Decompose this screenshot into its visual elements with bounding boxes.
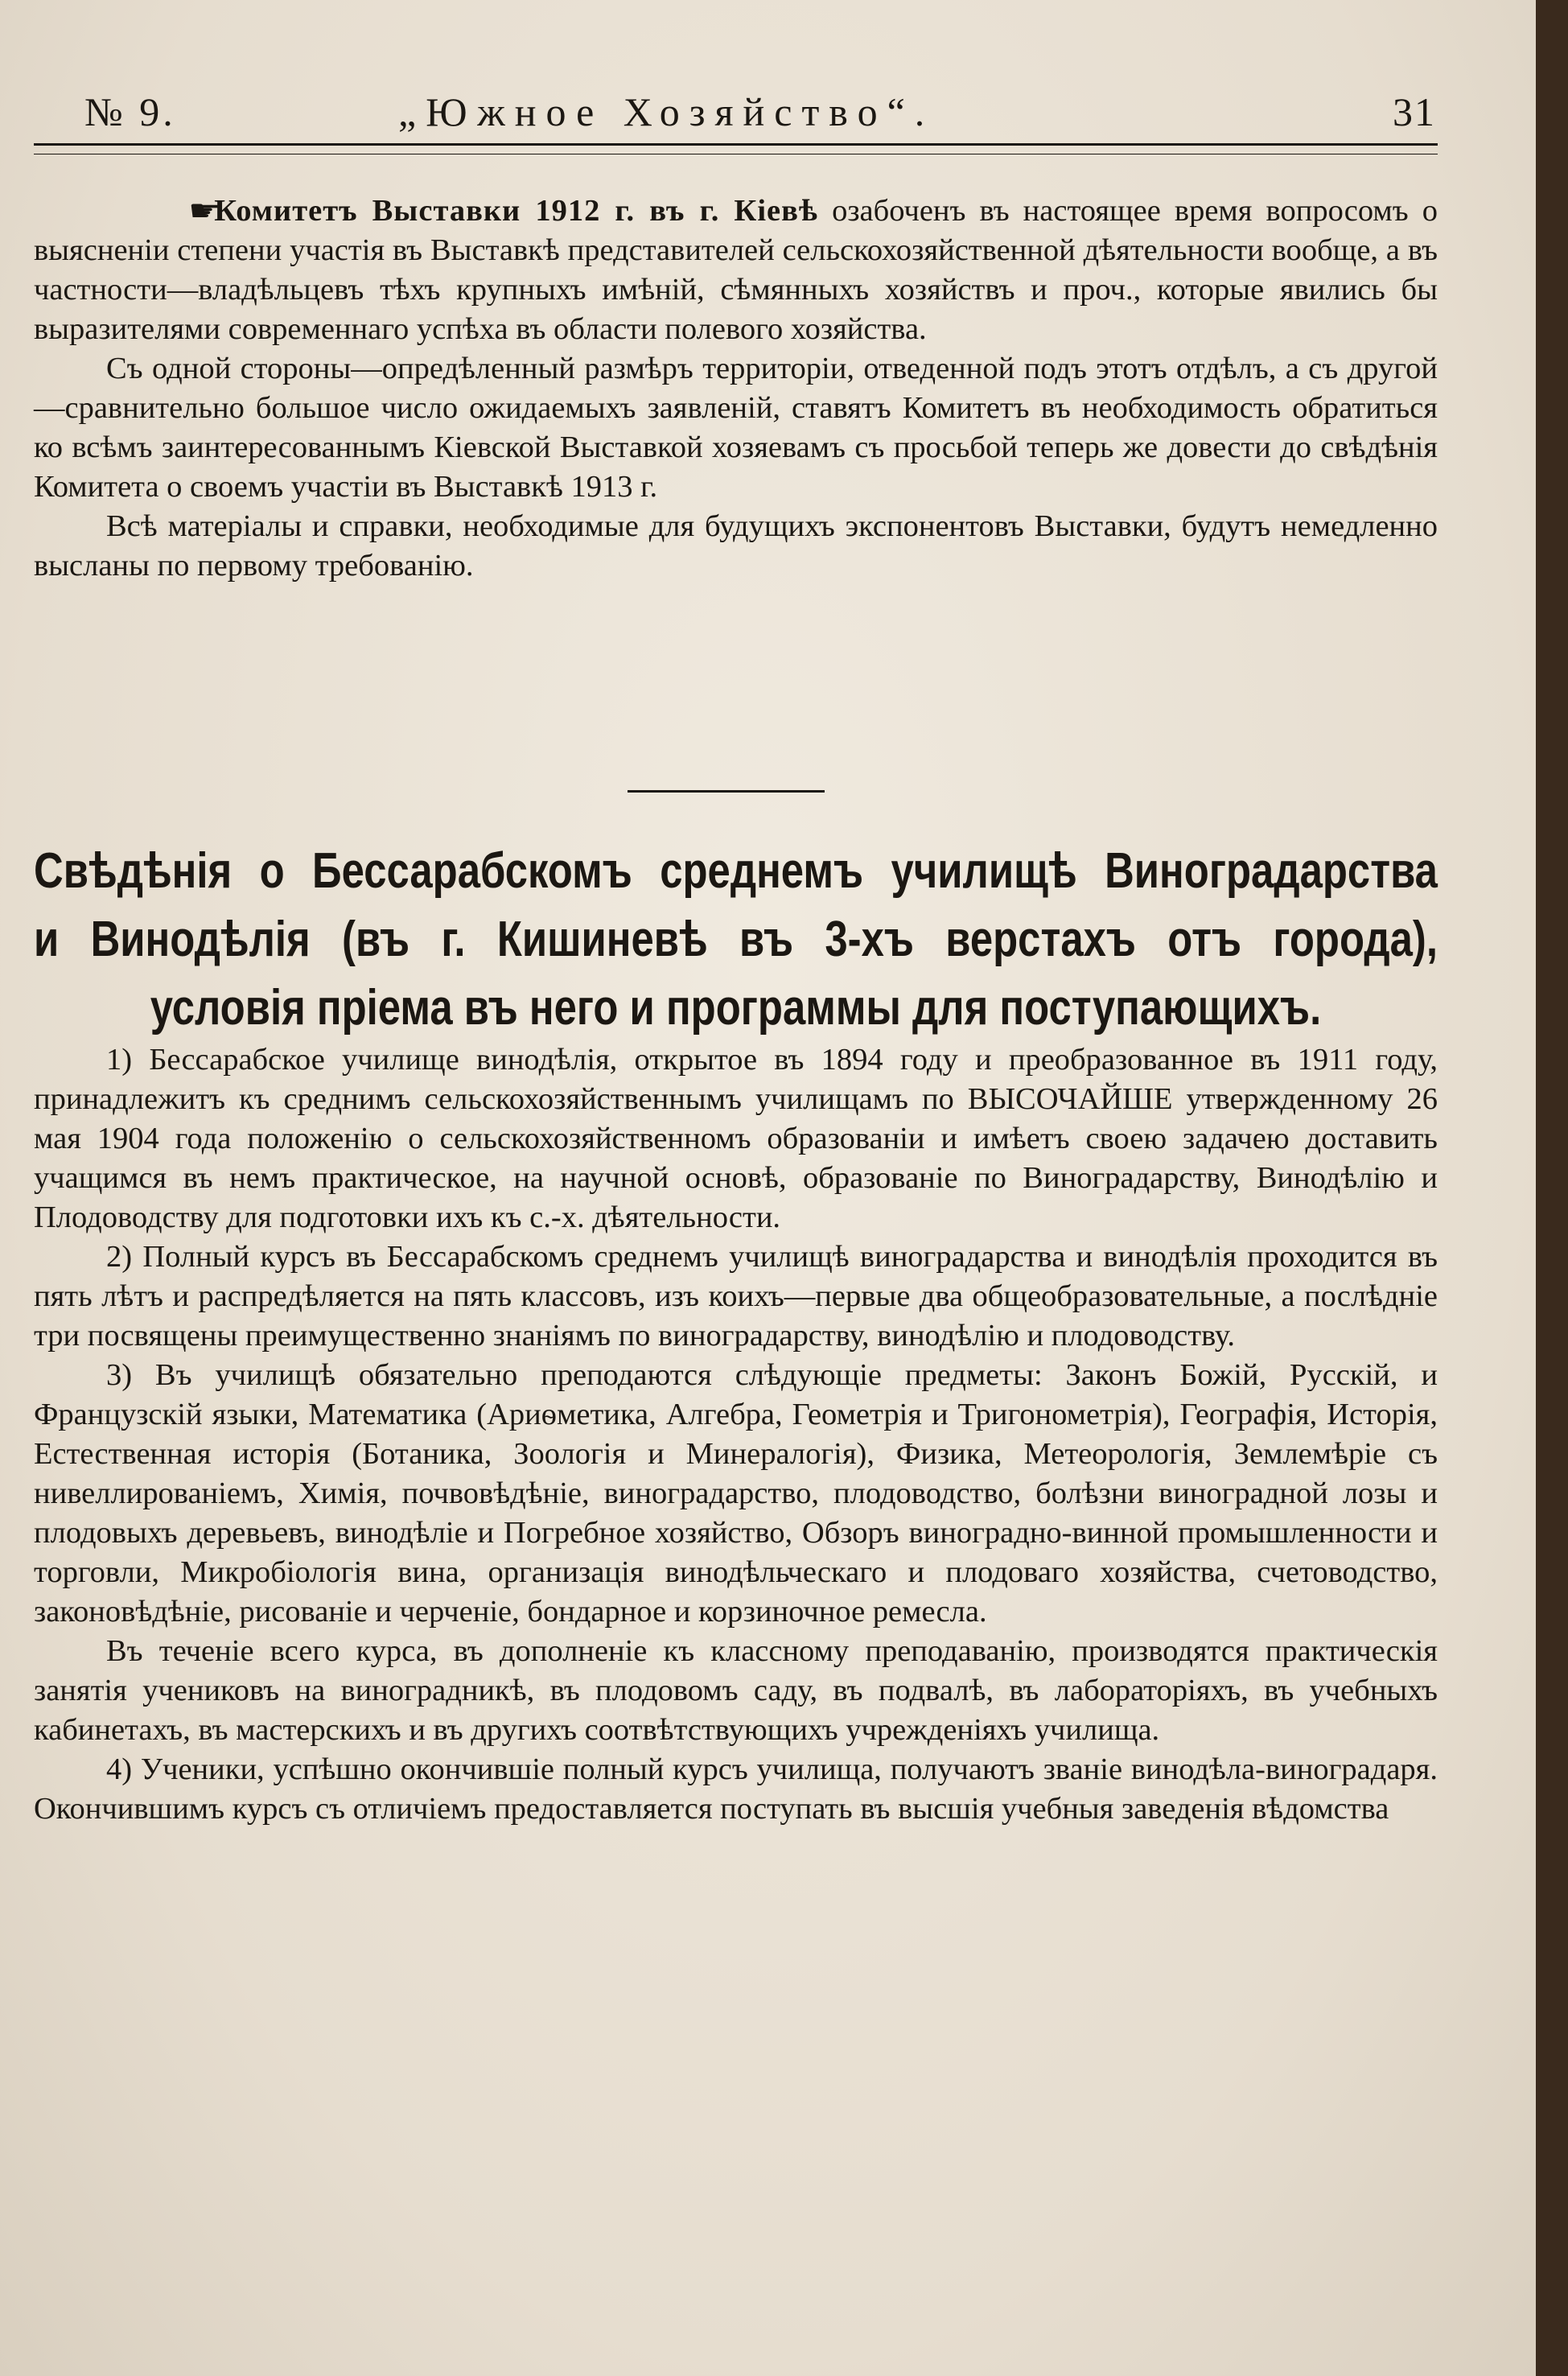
page-number: 31 — [1393, 89, 1436, 134]
paragraph: 2) Полный курсъ въ Бессарабскомъ среднемъ училищѣ виноградарства и винодѣлія проходится въ пять лѣтъ и распредѣляется на пять классовъ, изъ коихъ—первые два общеобразовательные, а послѣдніе три посвящены преимущественно знаніямъ по виноградарству, винодѣлію и плодоводству. — [34, 1240, 1438, 1353]
issue-number: № 9. — [84, 89, 176, 134]
section-divider — [628, 790, 825, 793]
headline-line: и Винодѣлія (въ г. Кишиневѣ въ 3-хъ верстахъ отъ города), — [34, 912, 1438, 967]
journal-title: „Южное Хозяйство“. — [398, 89, 935, 134]
header-rule — [34, 143, 1438, 154]
notice-lead: Комитетъ Выставки 1912 г. въ г. Кіевѣ — [214, 194, 818, 228]
headline-line: Свѣдѣнія о Бессарабскомъ среднемъ училищѣ Виноградарства — [34, 843, 1438, 899]
paragraph: 4) Ученики, успѣшно окончившіе полный курсъ училища, получаютъ званіе винодѣла-виноградаря. Окончившимъ курсъ съ отличіемъ предоставляется поступать въ высшія учебныя заведенія вѣдомства — [34, 1752, 1438, 1826]
pointing-hand-icon: ☛ — [187, 195, 224, 227]
headline-line: условія пріема въ него и программы для поступающихъ. — [150, 980, 1322, 1036]
paragraph: Съ одной стороны—опредѣленный размѣръ территоріи, отведенной подъ этотъ отдѣлъ, а съ другой—сравнительно большое число ожидаемыхъ заявленій, ставятъ Комитетъ въ необходимость обратиться ко всѣмъ заинтересованнымъ Кіевской Выставкой хозяевамъ съ просьбой теперь же довести до свѣдѣнія Комитета о своемъ участіи въ Выставкѣ 1913 г. — [34, 352, 1438, 504]
running-header — [76, 89, 1436, 145]
paragraph-text: озабоченъ въ настоящее время вопросомъ о выясненіи степени участія въ Выставкѣ представителей сельскохозяйственной дѣятельности вообще, а въ частности—владѣльцевъ тѣхъ крупныхъ имѣній, сѣмянныхъ хозяйствъ и проч., которые явились бы выразителями современнаго успѣха въ области полевого хозяйства. — [34, 194, 1438, 346]
article-headline — [34, 837, 1438, 1042]
paragraph: Въ теченіе всего курса, въ дополненіе къ классному преподаванію, производятся практическія занятія учениковъ на виноградникѣ, въ плодовомъ саду, въ подвалѣ, въ лабораторіяхъ, въ учебныхъ кабинетахъ, въ мастерскихъ и въ другихъ соотвѣтствующихъ учрежденіяхъ училища. — [34, 1634, 1438, 1747]
article-body — [34, 1040, 1438, 1829]
paragraph: 1) Бессарабское училище винодѣлія, открытое въ 1894 году и преобразованное въ 1911 году, принадлежитъ къ среднимъ сельскохозяйственнымъ училищамъ по ВЫСОЧАЙШЕ утвержденному 26 мая 1904 года положенію о сельскохозяйственномъ образованіи и имѣетъ своею задачею доставить учащимся въ немъ практическое, на научной основѣ, образованіе по Виноградарству, Винодѣлію и Плодоводству для подготовки ихъ къ с.-х. дѣятельности. — [34, 1043, 1438, 1234]
paragraph — [34, 191, 1438, 349]
paragraph: Всѣ матеріалы и справки, необходимые для будущихъ экспонентовъ Выставки, будутъ немедленно высланы по первому требованію. — [34, 509, 1438, 583]
paragraph: 3) Въ училищѣ обязательно преподаются слѣдующіе предметы: Законъ Божій, Русскій, и Французскій языки, Математика (Ариѳметика, Алгебра, Геометрія и Тригонометрія), Географія, Исторія, Естественная исторія (Ботаника, Зоологія и Минералогія), Физика, Метеорологія, Землемѣріе съ нивеллированіемъ, Химія, почвовѣдѣніе, виноградарство, плодоводство, болѣзни виноградной лозы и плодовыхъ деревьевъ, винодѣліе и Погребное хозяйство, Обзоръ виноградно-винной промышленности и торговли, Микробіологія вина, организація винодѣльческаго и плодоваго хозяйства, счетоводство, законовѣдѣніе, рисованіе и черченіе, бондарное и корзиночное ремесла. — [34, 1358, 1438, 1629]
exhibition-notice — [34, 191, 1438, 586]
